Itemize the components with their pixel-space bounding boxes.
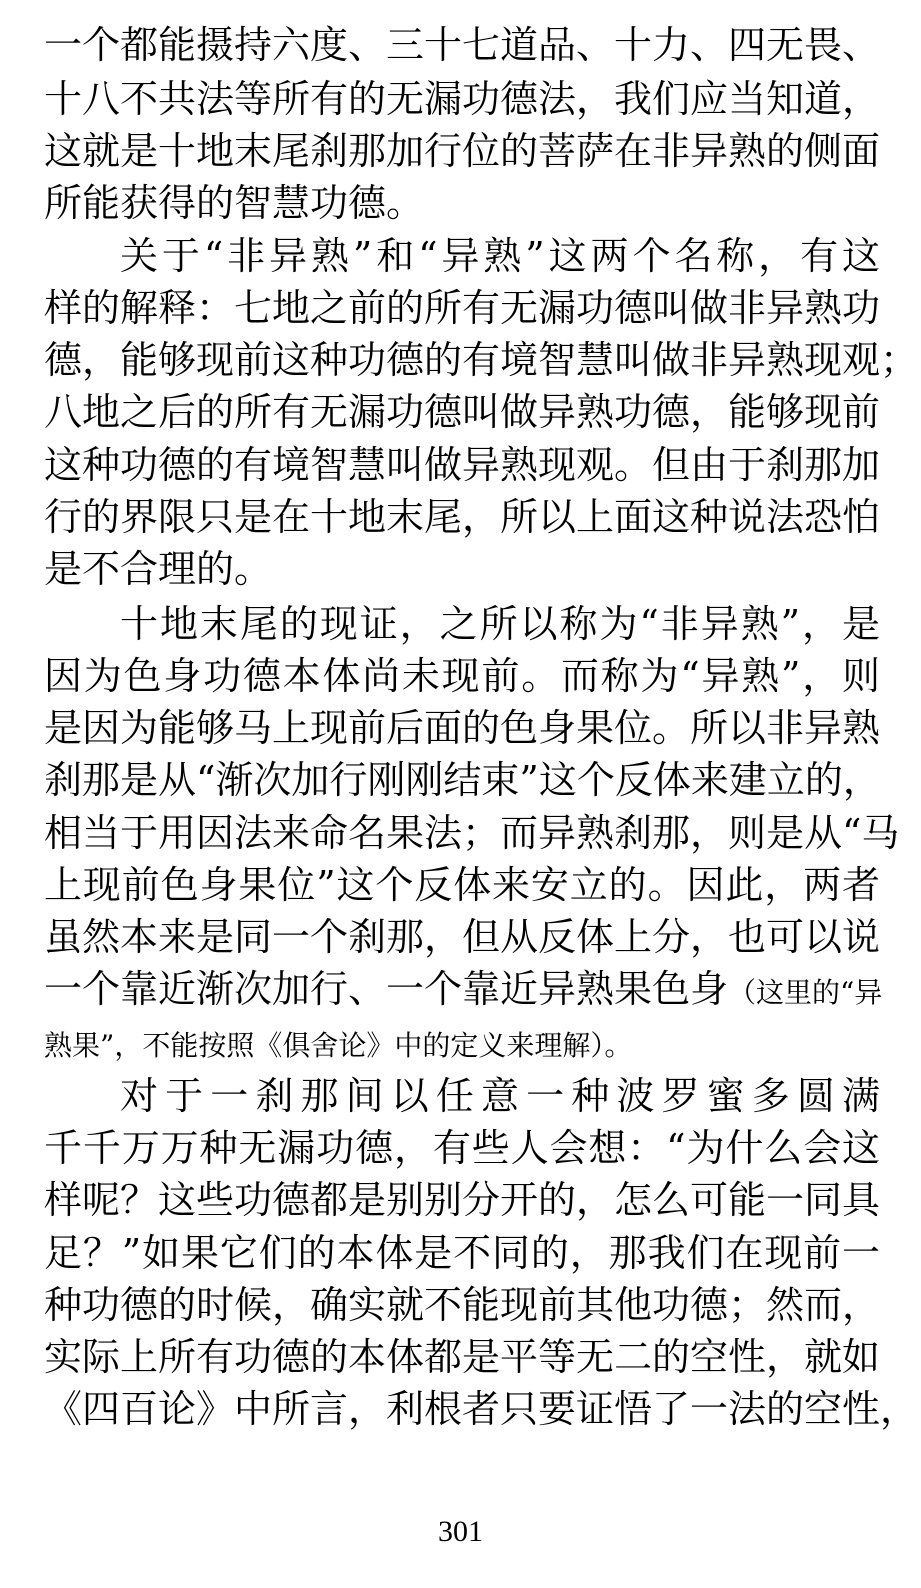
text-line: 样呢？这些功德都是别别分开的，怎么可能一同具 [44, 1178, 881, 1222]
text-line [44, 962, 883, 1016]
parenthetical-note: （这里的“异 [728, 976, 883, 1009]
text-line: 千千万万种无漏功德，有些人会想：“为什么会这 [44, 1126, 880, 1170]
text-line: 八地之后的所有无漏功德叫做异熟功德，能够现前 [44, 390, 881, 434]
text-line: 对于一刹那间以任意一种波罗蜜多圆满 [120, 1074, 880, 1118]
text-line [44, 1015, 880, 1069]
text-line: 德，能够现前这种功德的有境智慧叫做非异熟现观； [44, 338, 919, 382]
text-line: 十八不共法等所有的无漏功德法，我们应当知道， [44, 77, 881, 121]
text-line: 所能获得的智慧功德。 [44, 181, 425, 225]
main-text-span: 一个靠近渐次加行、一个靠近异熟果色身 [44, 967, 729, 1011]
text-line: 关于“非异熟”和“异熟”这两个名称，有这 [120, 234, 880, 278]
text-line: 这种功德的有境智慧叫做异熟现观。但由于刹那加 [44, 443, 881, 487]
page-number: 301 [438, 1515, 483, 1548]
text-line: 因为色身功德本体尚未现前。而称为“异熟”，则 [44, 654, 880, 698]
text-line: 刹那是从“渐次加行刚刚结束”这个反体来建立的， [44, 758, 881, 802]
text-line: 足？”如果它们的本体是不同的，那我们在现前一 [44, 1231, 880, 1275]
text-line: 这就是十地末尾刹那加行位的菩萨在非异熟的侧面 [44, 129, 881, 173]
text-line: 虽然本来是同一个刹那，但从反体上分，也可以说 [44, 915, 881, 959]
text-line: 上现前色身果位”这个反体来安立的。因此，两者 [44, 863, 880, 907]
text-line: 行的界限只是在十地末尾，所以上面这种说法恐怕 [44, 495, 881, 539]
parenthetical-note: 熟果”，不能按照《俱舍论》中的定义来理解）。 [44, 1029, 633, 1062]
text-line: 实际上所有功德的本体都是平等无二的空性，就如 [44, 1335, 881, 1379]
text-line: 种功德的时候，确实就不能现前其他功德；然而， [44, 1283, 881, 1327]
text-line: 相当于用因法来命名果法；而异熟刹那，则是从“马 [44, 811, 900, 855]
text-line: 《四百论》中所言，利根者只要证悟了一法的空性， [44, 1387, 919, 1431]
text-line: 样的解释：七地之前的所有无漏功德叫做非异熟功 [44, 286, 881, 330]
text-line: 一个都能摄持六度、三十七道品、十力、四无畏、 [44, 23, 881, 67]
text-line: 是因为能够马上现前后面的色身果位。所以非异熟 [44, 706, 881, 750]
text-line: 是不合理的。 [44, 547, 273, 591]
text-line: 十地末尾的现证，之所以称为“非异熟”，是 [120, 602, 880, 646]
